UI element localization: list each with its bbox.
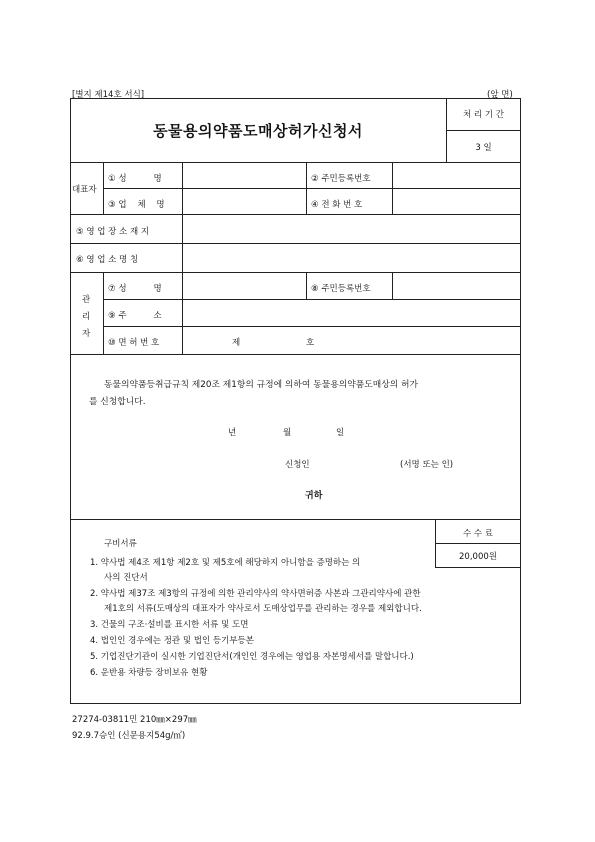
form-number: [별지 제14호 서식]: [72, 90, 145, 100]
manager-address-label: ⑨ 주 소: [108, 311, 162, 321]
manager-name-field[interactable]: [183, 273, 305, 298]
manager-rrn-field[interactable]: [393, 273, 520, 298]
document-item: 사의 진단서: [104, 573, 148, 583]
date-month: 월: [283, 428, 292, 438]
document-item: 4. 법인인 경우에는 정관 및 법인 등기부등본: [90, 636, 254, 646]
business-name-field[interactable]: [183, 244, 520, 271]
rep-name-field[interactable]: [183, 163, 305, 187]
business-address-label: ⑤ 영 업 장 소 재 지: [76, 227, 150, 237]
document-item: 제1호의 서류(도매상의 대표자가 약사로서 도매상업무를 관리하는 경우를 제외합니다.: [104, 604, 422, 614]
fee-label: 수 수 료: [462, 529, 494, 539]
business-name-label: ⑥ 영 업 소 명 칭: [76, 255, 139, 265]
rep-name-label: ① 성 명: [108, 174, 162, 184]
manager-address-field[interactable]: [183, 300, 520, 325]
manager-group-label-3: 자: [82, 329, 91, 339]
manager-group-label-2: 리: [82, 312, 91, 322]
rep-company-field[interactable]: [183, 189, 305, 213]
rep-phone-field[interactable]: [393, 189, 520, 213]
license-je: 제: [232, 338, 241, 348]
representative-group-label: 대표자: [72, 185, 97, 195]
form-code: 27274-03811민 210㎜×297㎜: [72, 715, 197, 725]
manager-license-label: ⑩ 면 허 번 호: [108, 338, 160, 348]
document-item: 3. 건물의 구조·설비를 표시한 서류 및 도면: [90, 620, 249, 630]
statement-line-1: 동물의약품등취급규칙 제20조 제1항의 규정에 의하여 동물용의약품도매상의 허가: [104, 380, 418, 390]
signature-label: (서명 또는 인): [400, 460, 454, 470]
page-side: (앞 면): [487, 90, 513, 100]
rep-company-label: ③ 업 체 명: [108, 200, 165, 210]
rep-rrn-label: ② 주민등록번호: [311, 174, 371, 184]
document-item: 6. 운반용 차량등 장비보유 현황: [90, 668, 208, 678]
manager-license-field[interactable]: [183, 327, 520, 353]
statement-line-2: 를 신청합니다.: [89, 397, 146, 407]
page-title: 동물용의약품도매상허가신청서: [153, 122, 363, 140]
addressee-label: 귀하: [305, 491, 323, 501]
approval-note: 92.9.7승인 (신문용지54g/㎡): [72, 731, 186, 741]
date-day: 일: [336, 428, 345, 438]
document-item: 1. 약사법 제4조 제1항 제2호 및 제5호에 해당하지 아니함을 증명하는 의: [90, 558, 361, 568]
manager-rrn-label: ⑧ 주민등록번호: [311, 284, 371, 294]
documents-title: 구비서류: [104, 539, 137, 549]
fee-value: 20,000원: [459, 552, 497, 562]
license-ho: 호: [306, 338, 315, 348]
processing-period-value: 3 일: [475, 143, 492, 153]
date-year: 년: [228, 428, 237, 438]
document-item: 5. 기업진단기관이 실시한 기업진단서(개인인 경우에는 영업용 자본명세서를 말합니다.): [90, 652, 414, 662]
processing-period-label: 처 리 기 간: [463, 110, 504, 120]
business-address-field[interactable]: [183, 215, 520, 242]
document-item: 2. 약사법 제37조 제3항의 규정에 의한 관리약사의 약사면허증 사본과 그관리약사에 관한: [90, 589, 421, 599]
rep-phone-label: ④ 전 화 번 호: [311, 200, 363, 210]
manager-group-label-1: 관: [82, 295, 91, 305]
rep-rrn-field[interactable]: [393, 163, 520, 187]
applicant-label: 신청인: [285, 460, 310, 470]
manager-name-label: ⑦ 성 명: [108, 284, 162, 294]
